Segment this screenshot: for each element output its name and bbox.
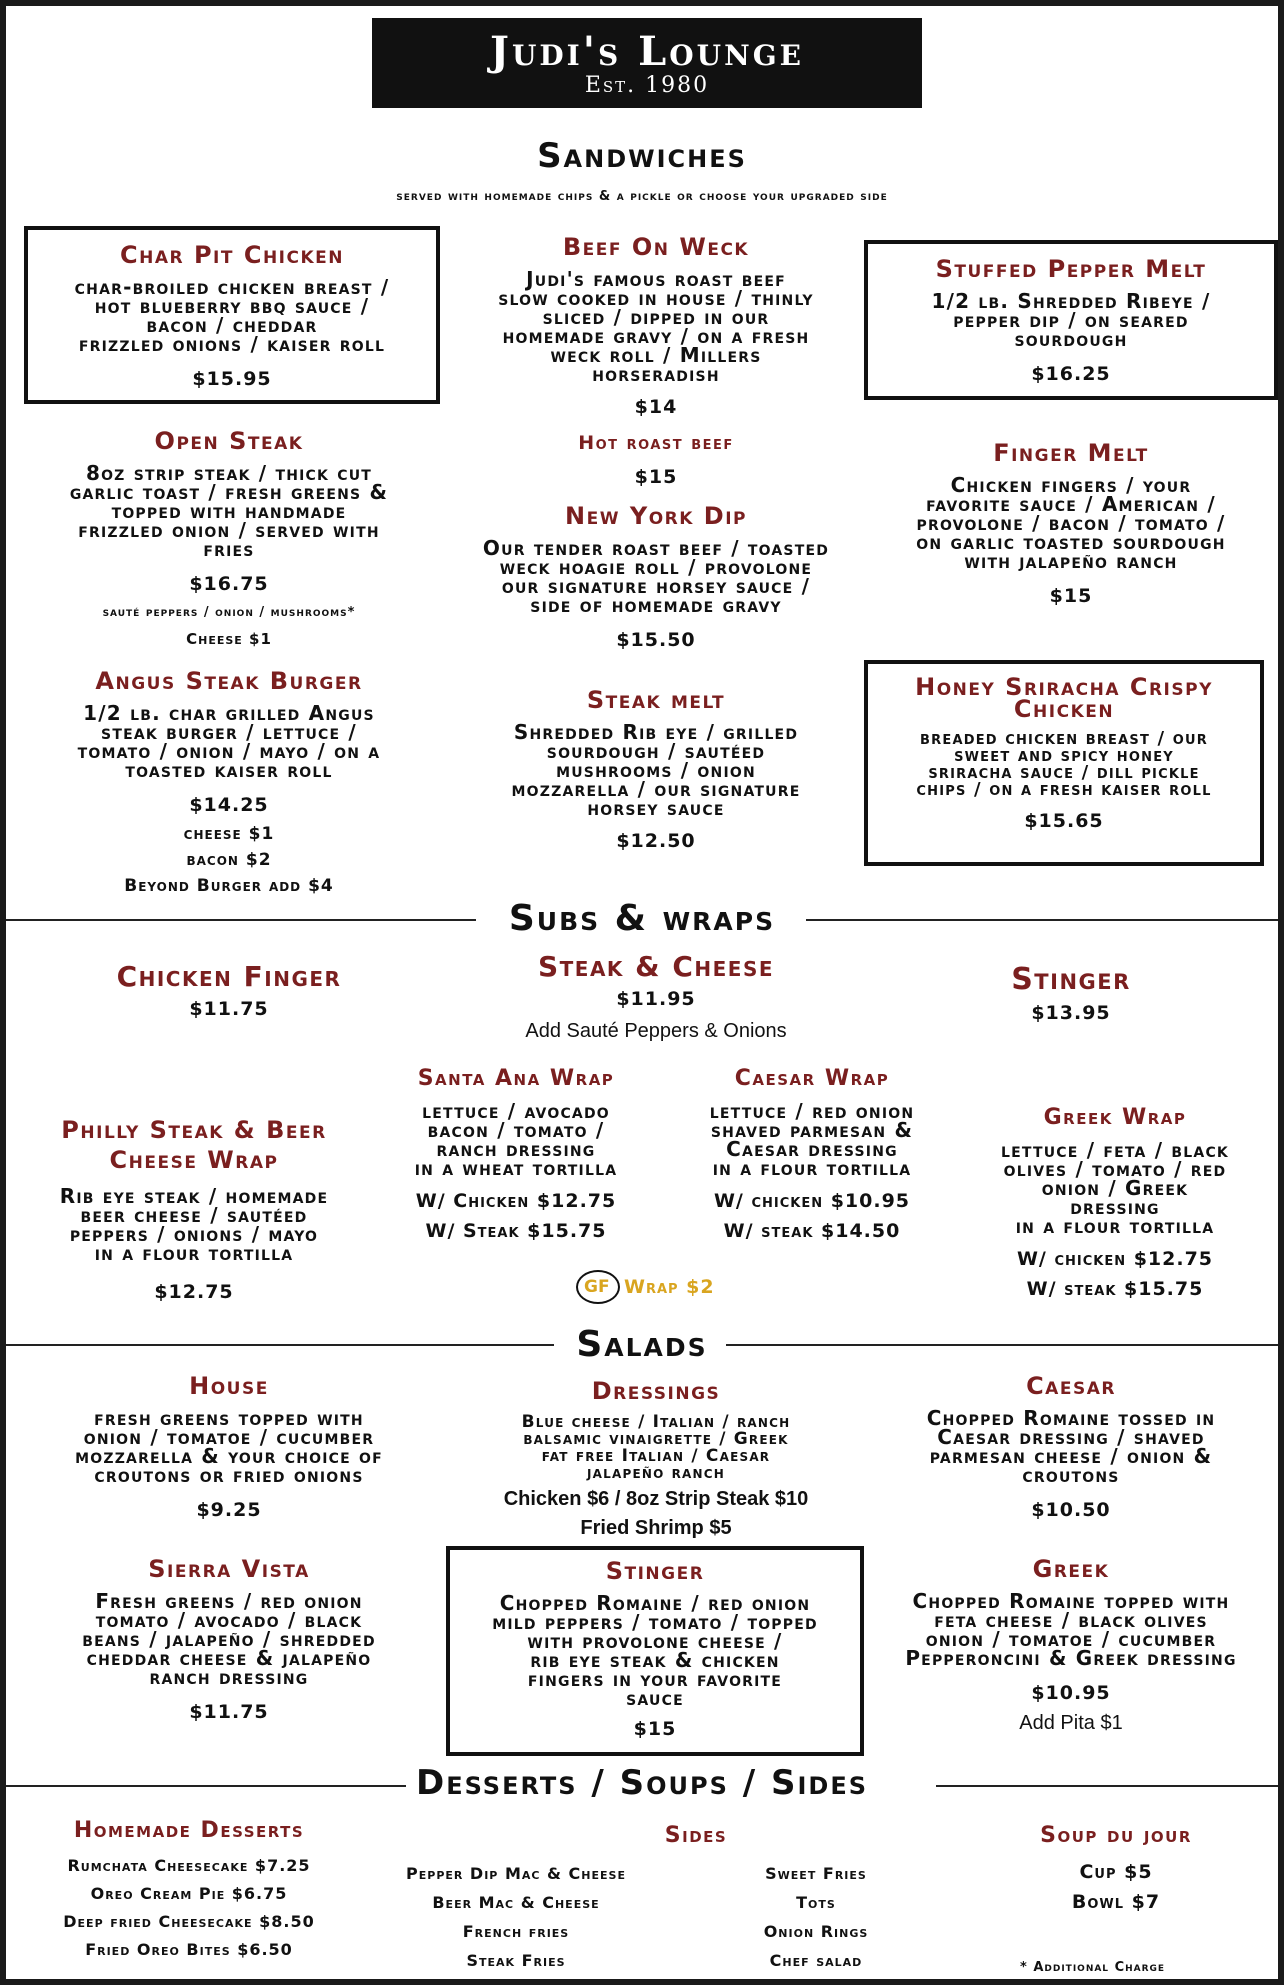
item-description: 1/2 lb. Shredded Ribeye / pepper dip / on seared sourdough <box>931 289 1211 351</box>
gluten-free-wrap-note <box>576 1270 756 1304</box>
item-price: $15.65 <box>1024 810 1104 832</box>
item-price: $11.95 <box>616 988 696 1010</box>
dessert-list <box>24 1852 354 1964</box>
item-price: $16.75 <box>189 573 269 595</box>
item-philly-wrap <box>24 1115 364 1303</box>
sides-list-right <box>686 1859 946 1975</box>
item-title: New York Dip <box>565 502 747 530</box>
item-price: $15 <box>633 1718 677 1740</box>
list-item: Oreo Cream Pie $6.75 <box>90 1884 288 1903</box>
desserts-section-header <box>6 1763 1278 1803</box>
item-addon: Add Pita $1 <box>1019 1712 1123 1734</box>
item-title: Soup du jour <box>1040 1823 1192 1848</box>
item-addon: cheese $1 <box>183 824 275 844</box>
item-stinger-sub <box>866 964 1276 1024</box>
item-price: $15.95 <box>192 368 272 390</box>
list-item: Pepper Dip Mac & Cheese <box>406 1864 626 1883</box>
list-item: Cup $5 <box>1079 1861 1153 1883</box>
salads-section-header <box>6 1324 1278 1365</box>
item-description: Chopped Romaine / red onion mild peppers / tomato / topped with provolone cheese / rib eye steak & chicken fingers in your favorite sauce <box>492 1591 818 1710</box>
item-title: Steak melt <box>586 686 726 714</box>
item-open-steak <box>24 428 434 648</box>
list-item: Bowl $7 <box>1071 1891 1161 1913</box>
item-addon: sauté peppers / onion / mushrooms* <box>102 605 356 620</box>
item-addon: Add Sauté Peppers & Onions <box>525 1020 787 1042</box>
salad-dressings <box>446 1378 866 1540</box>
gf-wrap-price: Wrap $2 <box>624 1276 715 1298</box>
item-title: Philly Steak & Beer Cheese Wrap <box>61 1116 327 1174</box>
item-steak-melt <box>446 687 866 852</box>
desserts-heading: Desserts / Soups / Sides <box>406 1763 878 1803</box>
subs-heading: Subs & wraps <box>499 898 785 939</box>
sandwiches-heading: Sandwiches <box>527 136 757 176</box>
item-caesar-salad <box>866 1373 1276 1521</box>
item-angus-steak-burger <box>24 668 434 896</box>
sandwiches-section-header <box>6 136 1278 176</box>
item-price: $11.75 <box>189 998 269 1020</box>
item-finger-melt <box>866 440 1276 607</box>
item-description: breaded chicken breast / our sweet and spicy honey sriracha sauce / dill pickle chips / on a fresh kaiser roll <box>916 728 1212 800</box>
list-item: French fries <box>462 1922 570 1941</box>
item-price: $15.50 <box>616 629 696 651</box>
item-description: Rib eye steak / homemade beer cheese / sautéed peppers / onions / mayo in a flour tortilla <box>59 1184 329 1265</box>
item-option: W/ Steak $15.75 <box>425 1220 607 1242</box>
list-item: Sweet Fries <box>765 1864 867 1883</box>
list-item: Tots <box>796 1893 836 1912</box>
sandwiches-subheading: served with homemade chips & a pickle or choose your upgraded side <box>396 189 888 204</box>
item-description: Chopped Romaine topped with feta cheese / black olives onion / tomatoe / cucumber Pepperoncini & Greek dressing <box>905 1589 1237 1670</box>
item-title: Stinger <box>1011 962 1131 997</box>
item-price: $12.75 <box>154 1281 234 1303</box>
soup-du-jour <box>966 1823 1266 1917</box>
item-hot-roast-beef <box>446 430 866 488</box>
item-option: W/ chicken $12.75 <box>1016 1248 1214 1270</box>
item-honey-sriracha-chicken <box>864 660 1264 866</box>
item-house-salad <box>24 1373 434 1521</box>
item-addon: bacon $2 <box>186 850 272 870</box>
item-greek-salad <box>866 1556 1276 1735</box>
item-price: $12.50 <box>616 830 696 852</box>
item-addon: Beyond Burger add $4 <box>124 876 334 896</box>
item-price: $14 <box>634 396 678 418</box>
item-description: 1/2 lb. char grilled Angus steak burger / lettuce / tomato / onion / mayo / on a toasted kaiser roll <box>77 701 381 782</box>
item-price: $11.75 <box>189 1701 269 1723</box>
salad-protein-addon: Chicken $6 / 8oz Strip Steak $10 <box>503 1488 809 1510</box>
item-title: Homemade Desserts <box>73 1818 305 1843</box>
item-title: Greek Wrap <box>1043 1105 1187 1130</box>
subs-section-header <box>6 898 1278 939</box>
item-title: Santa Ana Wrap <box>417 1066 615 1091</box>
item-title: Char Pit Chicken <box>120 241 344 269</box>
sides <box>356 1823 1036 1849</box>
item-description: fresh greens topped with onion / tomatoe / cucumber mozzarella & your choice of croutons or fried onions <box>75 1406 383 1487</box>
item-greek-wrap <box>970 1105 1260 1300</box>
item-addon: Cheese $1 <box>186 630 272 648</box>
item-title: Angus Steak Burger <box>95 667 363 695</box>
list-item: Rumchata Cheesecake $7.25 <box>67 1856 311 1875</box>
item-price: $15 <box>1049 585 1093 607</box>
item-caesar-wrap <box>674 1066 950 1242</box>
item-description: lettuce / avocado bacon / tomato / ranch dressing in a wheat tortilla <box>414 1099 618 1180</box>
list-item: Steak Fries <box>466 1951 566 1970</box>
item-title: Greek <box>1032 1555 1110 1583</box>
item-option: W/ steak $14.50 <box>723 1220 901 1242</box>
item-title: Stinger <box>605 1557 705 1585</box>
item-title: Caesar <box>1026 1372 1116 1400</box>
list-item: Beer Mac & Cheese <box>432 1893 600 1912</box>
item-new-york-dip <box>436 503 876 651</box>
item-title: House <box>189 1372 269 1400</box>
item-title: Chicken Finger <box>116 960 342 993</box>
item-description: Chicken fingers / your favorite sauce / American / provolone / bacon / tomato / on garlic toasted sourdough with jalapeño ranch <box>916 473 1226 573</box>
item-title: Hot roast beef <box>578 432 734 454</box>
item-title: Open Steak <box>154 427 304 455</box>
item-title: Stuffed Pepper Melt <box>935 255 1207 283</box>
item-description: lettuce / feta / black olives / tomato / red onion / Greek dressing in a flour tortilla <box>1001 1138 1229 1238</box>
list-item: Onion Rings <box>763 1922 869 1941</box>
item-description: char-broiled chicken breast / hot blueberry bbq sauce / bacon / cheddar frizzled onions / kaiser roll <box>74 275 390 356</box>
soup-options <box>966 1857 1266 1917</box>
item-title: Steak & Cheese <box>537 950 775 983</box>
item-description: Judi's famous roast beef slow cooked in house / thinly sliced / dipped in our homemade gravy / on a fresh weck roll / Millers horseradish <box>498 267 814 386</box>
salads-heading: Salads <box>566 1324 717 1365</box>
item-description: lettuce / red onion shaved parmesan & Caesar dressing in a flour tortilla <box>709 1099 915 1180</box>
item-description: Blue cheese / Italian / ranch balsamic vinaigrette / Greek fat free Italian / Caesar jalapeño ranch <box>521 1412 791 1483</box>
sides-list-left <box>366 1859 666 1975</box>
item-santa-ana-wrap <box>378 1066 654 1242</box>
item-title: Dressings <box>591 1377 721 1405</box>
item-price: $14.25 <box>189 794 269 816</box>
item-stuffed-pepper-melt <box>864 240 1278 400</box>
item-title: Sierra Vista <box>148 1555 310 1583</box>
item-price: $9.25 <box>196 1499 262 1521</box>
item-description: 8oz strip steak / thick cut garlic toast / fresh greens & topped with handmade frizzled onion / served with fries <box>69 461 389 561</box>
item-price: $15 <box>634 466 678 488</box>
item-title: Caesar Wrap <box>734 1066 890 1091</box>
item-price: $10.50 <box>1031 1499 1111 1521</box>
item-description: Our tender roast beef / toasted weck hoagie roll / provolone our signature horsey sauce / side of homemade gravy <box>482 536 830 617</box>
established-year: Est. 1980 <box>584 73 710 98</box>
item-title: Sides <box>664 1823 728 1848</box>
item-char-pit-chicken <box>24 226 440 404</box>
additional-charge-note: * Additional Charge <box>1020 1960 1166 1975</box>
item-beef-on-weck <box>446 234 866 418</box>
item-title: Finger Melt <box>993 439 1149 467</box>
item-price: $13.95 <box>1031 1002 1111 1024</box>
item-price: $10.95 <box>1031 1682 1111 1704</box>
header-banner <box>372 18 922 108</box>
gf-badge-label: GF <box>584 1277 610 1297</box>
item-option: W/ chicken $10.95 <box>713 1190 911 1212</box>
item-price: $16.25 <box>1031 363 1111 385</box>
salad-protein-addon: Fried Shrimp $5 <box>580 1517 732 1539</box>
item-title: Beef On Weck <box>562 233 750 261</box>
item-steak-cheese-sub <box>446 952 866 1043</box>
item-chicken-finger-sub <box>24 962 434 1020</box>
item-stinger-salad <box>446 1546 864 1756</box>
list-item: Deep fried Cheesecake $8.50 <box>63 1912 315 1931</box>
item-option: W/ steak $15.75 <box>1026 1278 1204 1300</box>
item-description: Chopped Romaine tossed in Caesar dressing / shaved parmesan cheese / onion & croutons <box>926 1406 1216 1487</box>
item-title: Honey Sriracha Crispy Chicken <box>915 673 1213 723</box>
list-item: Fried Oreo Bites $6.50 <box>85 1940 293 1959</box>
restaurant-name: Judi's Lounge <box>490 28 804 75</box>
list-item: Chef salad <box>769 1951 863 1970</box>
item-description: Shredded Rib eye / grilled sourdough / sautéed mushrooms / onion mozzarella / our signature horsey sauce <box>511 720 801 820</box>
homemade-desserts <box>24 1818 354 1964</box>
item-option: W/ Chicken $12.75 <box>415 1190 617 1212</box>
item-description: Fresh greens / red onion tomato / avocado / black beans / jalapeño / shredded cheddar cheese & jalapeño ranch dressing <box>82 1589 376 1689</box>
item-sierra-vista-salad <box>24 1556 434 1723</box>
